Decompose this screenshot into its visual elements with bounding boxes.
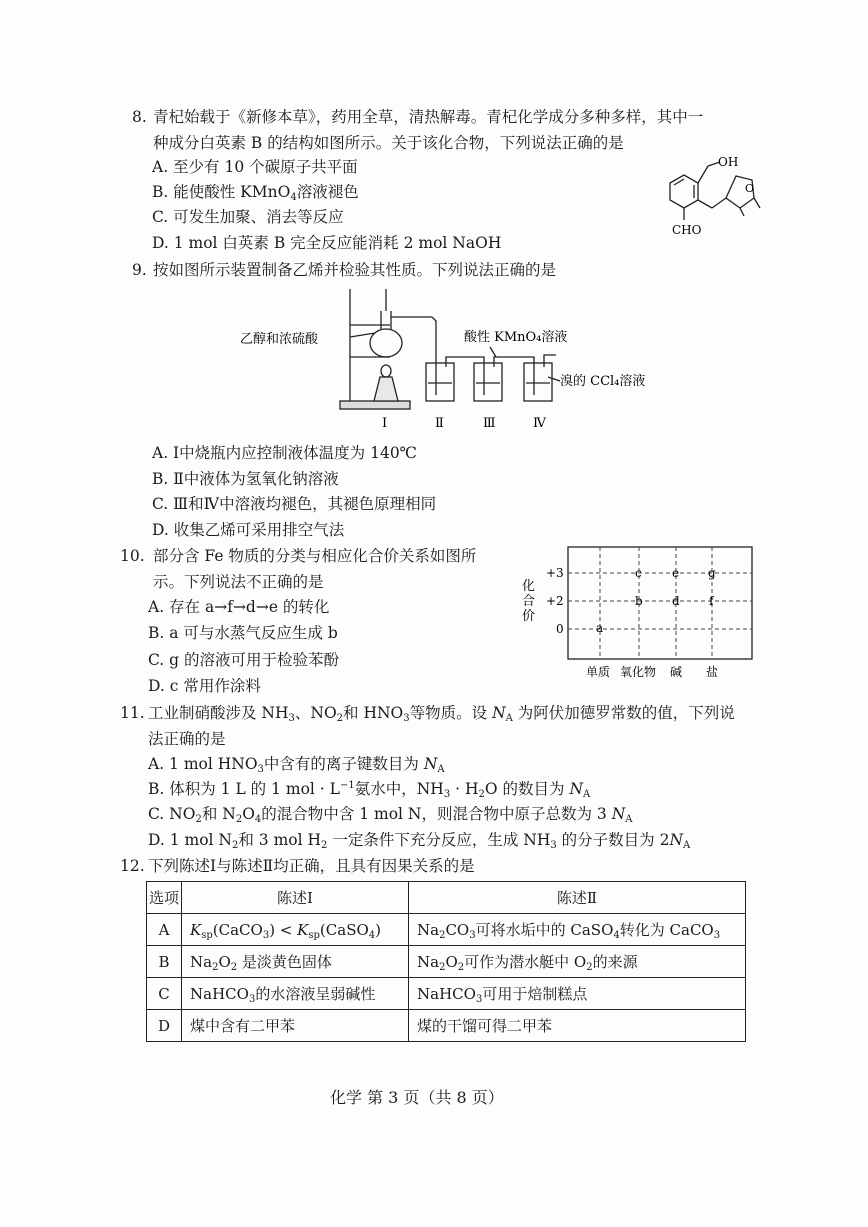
q9-flask-label: 乙醇和浓硫酸 — [240, 332, 319, 347]
q10-option-c: C. g 的溶液可用于检验苯酚 — [148, 651, 340, 669]
q9-bottle-4: Ⅳ — [533, 416, 546, 431]
q10-option-a: A. 存在 a→f→d→e 的转化 — [148, 598, 330, 616]
q11-stem-line1: 工业制硝酸涉及 $NH_3$、$NO_2$和 $HNO_3$等物质。设 $N_A$ 为阿伏加德罗常数的值，下列说 — [148, 704, 735, 724]
q8-oh-label: OH — [718, 155, 739, 169]
table-row — [147, 978, 746, 1010]
q9-kmno4-label: 酸性 KMnO₄溶液 — [464, 330, 568, 345]
q12-stem: 下列陈述Ⅰ与陈述Ⅱ均正确，且具有因果关系的是 — [148, 857, 475, 875]
q9-option-c: C. Ⅲ和Ⅳ中溶液均褪色，其褪色原理相同 — [152, 495, 437, 513]
q11-option-a: A. 1 mol $HNO_3$中含有的离子键数目为 $N_A$ — [148, 755, 445, 775]
table-cell-statement2: $Na_2O_2$可作为潜水艇中 $O_2$的来源 — [409, 946, 746, 978]
q9-option-b: B. Ⅱ中液体为氢氧化钠溶液 — [152, 470, 339, 488]
table-cell-statement1: NaHCO$_3$的水溶液呈弱碱性 — [182, 978, 409, 1010]
q8-stem-line2: 种成分白英素 B 的结构如图所示。关于该化合物，下列说法正确的是 — [153, 134, 624, 152]
table-cell-statement2: NaHCO$_3$可用于焙制糕点 — [409, 978, 746, 1010]
q9-option-d: D. 收集乙烯可采用排空气法 — [152, 521, 345, 539]
q10-ylabel-3: 价 — [522, 609, 536, 624]
q10-point-a: a — [596, 621, 604, 635]
table-cell-statement1: $K_{sp}(CaCO_3)$ < $K_{sp}(CaSO_4)$ — [182, 914, 409, 946]
q10-ytick-0: 0 — [556, 622, 564, 636]
q11-option-d: D. 1 mol $N_2$和 3 mol $H_2$ 一定条件下充分反应，生成 $NH_3$ 的分子数目为 $2N_A$ — [148, 831, 691, 851]
q10-ylabel-2: 合 — [522, 594, 536, 609]
q10-number: 10. — [120, 547, 145, 565]
q8-option-c: C. 可发生加聚、消去等反应 — [152, 208, 344, 226]
q8-cho-label: CHO — [672, 223, 702, 237]
q10-option-b: B. a 可与水蒸气反应生成 b — [148, 624, 338, 642]
q10-option-d: D. c 常用作涂料 — [148, 677, 261, 695]
q10-point-e: e — [672, 566, 680, 580]
q11-stem-line2: 法正确的是 — [148, 730, 226, 748]
q10-point-g: g — [708, 566, 716, 580]
q9-bottle-3: Ⅲ — [483, 416, 496, 431]
q11-option-b: B. 体积为 1 L 的 1 mol · $L^{-1}$氨水中，$NH_3 \cdot H_2O$ 的数目为 $N_A$ — [148, 780, 591, 800]
table-cell-option: C — [147, 978, 182, 1010]
q9-option-a: A. Ⅰ中烧瓶内应控制液体温度为 140℃ — [152, 444, 418, 462]
q10-stem-line1: 部分含 Fe 物质的分类与相应化合价关系如图所 — [153, 547, 477, 565]
q9-stem: 按如图所示装置制备乙烯并检验其性质。下列说法正确的是 — [153, 261, 557, 279]
q8-option-b: B. 能使酸性 KMnO$_4$溶液褪色 — [152, 183, 359, 203]
q8-ring-o-label: O — [745, 182, 755, 195]
q10-valence-chart — [520, 542, 760, 682]
q8-structure-diagram — [656, 150, 766, 240]
q12-table — [146, 881, 746, 1042]
q10-xtick-oxide: 氧化物 — [620, 665, 657, 679]
q11-option-c: C. $NO_2$和 $N_2O_4$的混合物中含 1 mol N，则混合物中原子总数为 3 $N_A$ — [148, 805, 633, 825]
table-cell-statement2: $Na_2CO_3$可将水垢中的 CaSO$_4$转化为 CaCO$_3$ — [409, 914, 746, 946]
q10-xtick-element: 单质 — [586, 665, 611, 679]
q9-bottle-2: Ⅱ — [435, 416, 444, 431]
q9-number: 9. — [132, 261, 147, 279]
table-row — [147, 914, 746, 946]
q8-option-a: A. 至少有 10 个碳原子共平面 — [152, 158, 358, 176]
q10-xtick-base: 碱 — [670, 665, 683, 679]
q10-ytick-plus2: +2 — [546, 594, 564, 608]
q10-point-b: b — [635, 594, 643, 608]
q8-stem-line1: 青杞始载于《新修本草》，药用全草，清热解毒。青杞化学成分多种多样，其中一 — [153, 108, 704, 126]
q11-number: 11. — [120, 704, 145, 722]
table-row — [147, 946, 746, 978]
q12-number: 12. — [120, 857, 145, 875]
table-cell-option: D — [147, 1010, 182, 1042]
q10-point-c: c — [635, 566, 642, 580]
table-cell-statement2: 煤的干馏可得二甲苯 — [409, 1010, 746, 1042]
q9-bottle-1: Ⅰ — [382, 416, 388, 431]
q10-xtick-salt: 盐 — [706, 665, 719, 679]
q8-option-d: D. 1 mol 白英素 B 完全反应能消耗 2 mol NaOH — [152, 234, 502, 252]
table-header-row — [147, 882, 746, 914]
q10-stem-line2: 示。下列说法不正确的是 — [153, 573, 324, 591]
table-row — [147, 1010, 746, 1042]
q9-apparatus-diagram — [240, 285, 660, 435]
q10-point-d: d — [672, 594, 680, 608]
table-header-statement1: 陈述Ⅰ — [182, 882, 409, 914]
q9-br-label: 溴的 CCl₄溶液 — [560, 374, 646, 389]
q10-ylabel-1: 化 — [522, 579, 536, 594]
page-footer: 化学 第 3 页（共 8 页） — [330, 1088, 504, 1107]
q10-point-f: f — [709, 594, 714, 608]
table-header-statement2: 陈述Ⅱ — [409, 882, 746, 914]
q10-ytick-plus3: +3 — [546, 566, 564, 580]
table-cell-statement1: $Na_2O_2$ 是淡黄色固体 — [182, 946, 409, 978]
table-cell-statement1: 煤中含有二甲苯 — [182, 1010, 409, 1042]
table-cell-option: B — [147, 946, 182, 978]
table-header-option: 选项 — [147, 882, 182, 914]
table-cell-option: A — [147, 914, 182, 946]
q8-number: 8. — [132, 108, 147, 126]
